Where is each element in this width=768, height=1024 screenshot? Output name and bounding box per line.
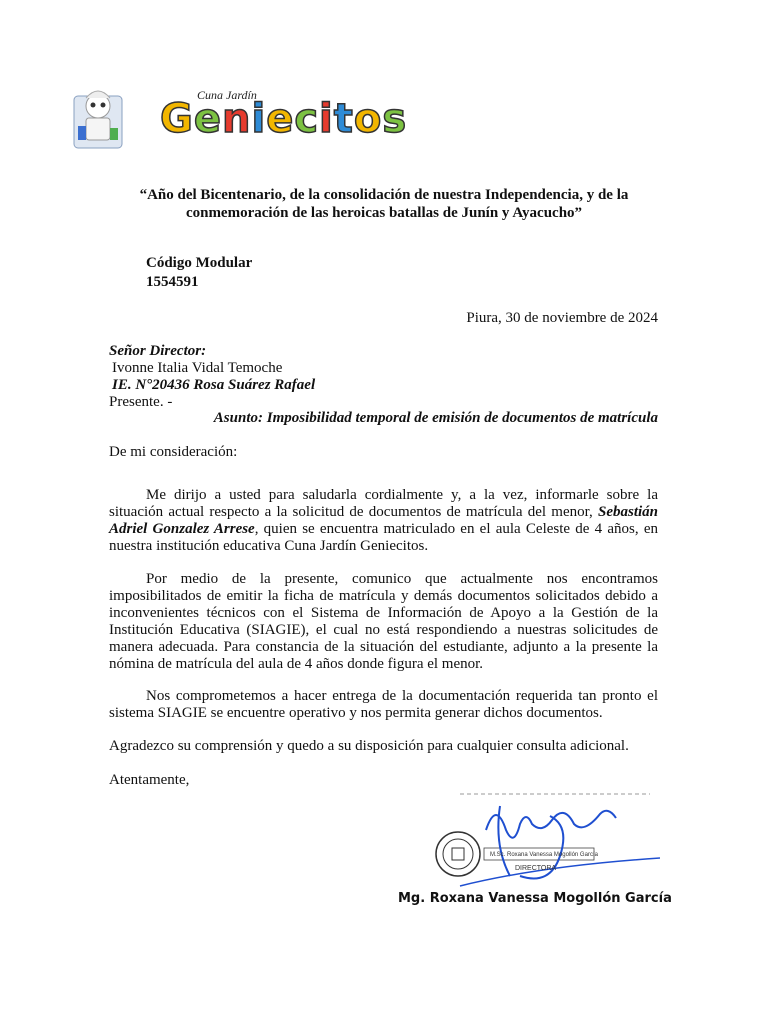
year-motto-line1: “Año del Bicentenario, de la consolidación de nuestra Independencia, y de la <box>139 187 629 203</box>
modular-code <box>146 254 252 292</box>
presente: Presente. - <box>109 394 173 410</box>
logo-letter: i <box>319 96 334 142</box>
paragraph-3: Nos comprometemos a hacer entrega de la documentación requerida tan pronto el sistema SIAGIE se encuentre operativo y nos permita generar dichos documentos. <box>109 688 658 721</box>
subject-line: Asunto: Imposibilidad temporal de emisión de documentos de matrícula <box>213 410 658 426</box>
stamp-role: DIRECTORA <box>515 865 557 872</box>
p1-part-b: , quien se encuentra matriculado en el aula Celeste de 4 años, en nuestra institución educativa Cuna Jardín Geniecitos. <box>109 521 658 554</box>
logo-subtitle: Cuna Jardín <box>197 88 257 102</box>
student-name: Sebastián Adriel Gonzalez Arrese <box>109 504 658 537</box>
logo-wordmark <box>160 94 407 144</box>
recipient-institution: IE. N°20436 Rosa Suárez Rafael <box>112 377 316 393</box>
logo-letter: G <box>160 96 194 142</box>
paragraph-4: Agradezco su comprensión y quedo a su disposición para cualquier consulta adicional. <box>109 738 629 754</box>
paragraph-1 <box>109 487 658 555</box>
logo-letter: o <box>353 96 383 142</box>
salutation: Señor Director: <box>109 343 207 359</box>
modular-code-value: 1554591 <box>146 274 199 290</box>
letter-date: Piura, 30 de noviembre de 2024 <box>466 310 658 326</box>
p1-part-a: Me dirijo a usted para saludarla cordialmente y, a la vez, informarle sobre la situación actual respecto a la solicitud de documentos de matrícula del menor, <box>109 487 658 520</box>
year-motto <box>100 186 668 222</box>
modular-code-label: Código Modular <box>146 255 253 271</box>
signature-stamp-image <box>400 786 660 901</box>
logo-letter: e <box>266 96 295 142</box>
recipient-block <box>109 343 315 411</box>
signatory-name: Mg. Roxana Vanessa Mogollón García <box>398 891 672 906</box>
closing: Atentamente, <box>109 772 190 788</box>
greeting: De mi consideración: <box>109 444 238 460</box>
logo-letter: n <box>221 96 252 142</box>
logo-letter: i <box>251 96 267 142</box>
school-logo-icon <box>72 86 124 150</box>
recipient-name: Ivonne Italia Vidal Temoche <box>112 360 283 376</box>
paragraph-2: Por medio de la presente, comunico que actualmente nos encontramos imposibilitados de emitir la ficha de matrícula y demás documentos solicitados debido a inconvenientes técnicos con el Sistema de Información de Apoyo a la Gestión de la Institución Educativa (SIAGIE), el cual no está respondiendo a nuestras solicitudes de manera adecuada. Para constancia de la situación del estudiante, adjunto a la presente la nómina de matrícula del aula de 4 años donde figura el menor. <box>109 571 658 672</box>
stamp-text: M.Sc. Roxana Vanessa Mogollón García <box>490 852 598 858</box>
logo-letter: s <box>382 96 408 142</box>
logo-letter: c <box>294 96 320 142</box>
logo-letter: e <box>193 96 222 142</box>
logo-letter: t <box>333 96 354 142</box>
year-motto-line2: conmemoración de las heroicas batallas de Junín y Ayacucho” <box>185 205 583 221</box>
